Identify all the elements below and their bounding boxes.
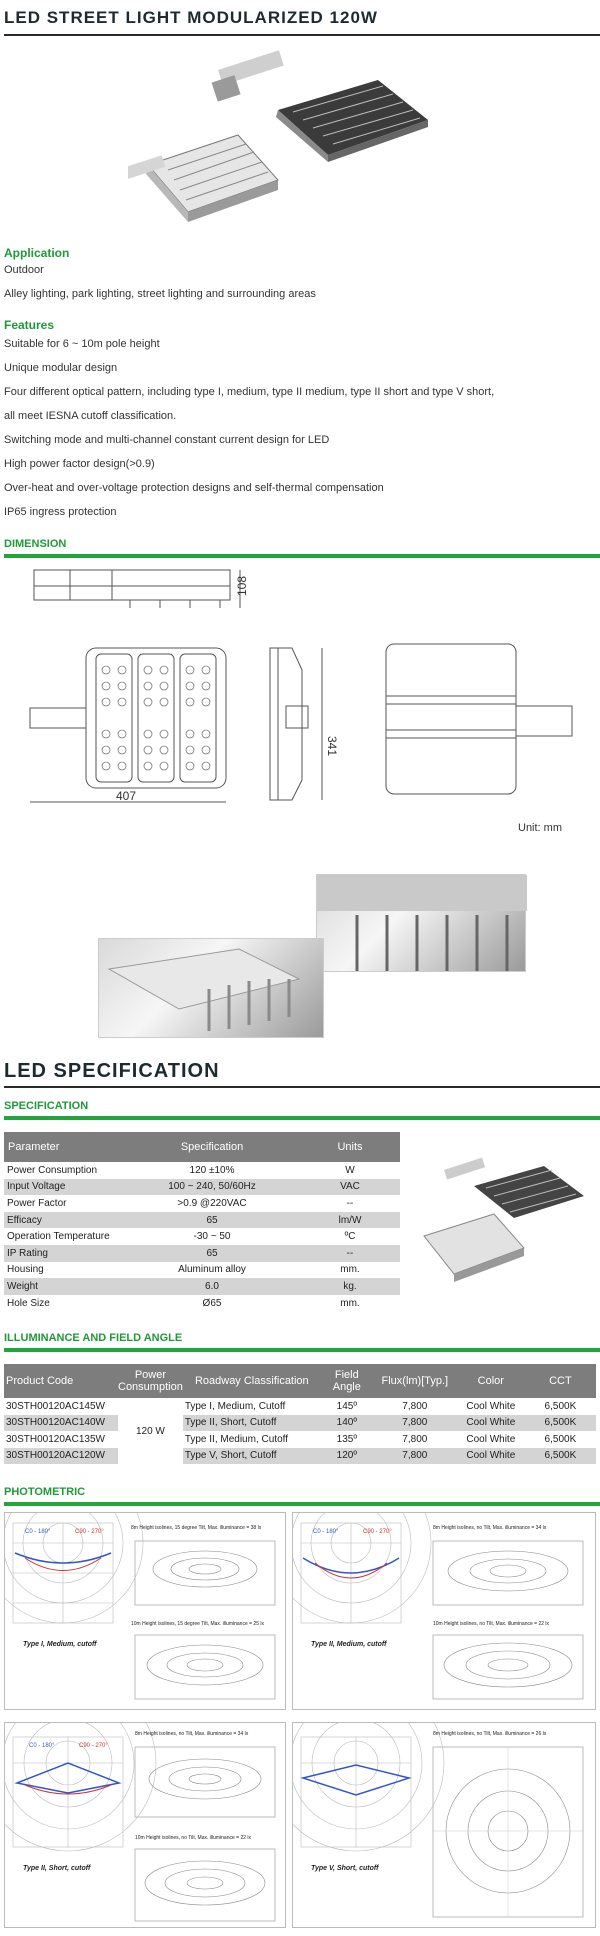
cell: 6,500K: [525, 1448, 596, 1465]
cell: 30STH00120AC135W: [6, 1433, 105, 1445]
cell: 7,800: [373, 1415, 457, 1432]
photometric-caption: Type II, Medium, cutoff: [311, 1641, 387, 1648]
cell: --: [346, 1197, 354, 1209]
photometric-heading: PHOTOMETRIC: [4, 1486, 86, 1498]
table-row: [4, 1278, 400, 1295]
cell: Aluminum alloy: [178, 1264, 246, 1276]
table-row: [4, 1162, 400, 1179]
svg-text:10m Height isolines, no Tilt,: 10m Height isolines, no Tilt, Max. illuminance = 22 lx: [433, 1621, 550, 1627]
dim-341-label: 341: [325, 736, 339, 757]
section-bar: [4, 1116, 600, 1120]
feature-line: Suitable for 6 ~ 10m pole height: [4, 338, 160, 350]
table-row: [4, 1295, 400, 1312]
svg-text:C0 - 180°: C0 - 180°: [29, 1743, 55, 1749]
feature-line: Unique modular design: [4, 362, 118, 374]
illuminance-table: [4, 1364, 596, 1464]
feature-line: Four different optical pattern, including type I, medium, type II medium, type II short and type V short,: [4, 386, 495, 398]
top-view-drawing: [26, 640, 236, 810]
cell: Cool White: [466, 1400, 516, 1412]
cell: Cool White: [457, 1415, 525, 1432]
cell: 6,500K: [544, 1433, 577, 1445]
section-bar: [4, 554, 600, 558]
application-line: Outdoor: [4, 264, 44, 276]
cell: Power Factor: [7, 1197, 67, 1209]
cell: 135º: [336, 1433, 357, 1445]
cell: W: [345, 1164, 355, 1176]
cell: kg.: [300, 1278, 400, 1295]
table-row: [4, 1448, 596, 1465]
application-heading: Application: [4, 246, 70, 260]
table-row: [4, 1431, 596, 1448]
cell: 6,500K: [525, 1415, 596, 1432]
dim-108-label: 108: [235, 575, 249, 596]
specification-table: [4, 1132, 400, 1311]
cell: Type V, Short, Cutoff: [183, 1448, 321, 1465]
cell: Type II, Medium, Cutoff: [184, 1433, 289, 1445]
table-row: [4, 1179, 400, 1196]
photometric-panel: [4, 1512, 286, 1710]
led-spec-divider: [4, 1086, 600, 1088]
table-row: [4, 1245, 400, 1262]
cell: Housing: [7, 1264, 44, 1276]
cell: 6.0: [124, 1278, 300, 1295]
cell: --: [300, 1245, 400, 1262]
column-header: CCT: [525, 1364, 596, 1398]
power-cell: 120 W: [118, 1398, 183, 1464]
table-header-row: [4, 1132, 400, 1162]
product-detail-photo-top: [316, 874, 526, 972]
cell: 30STH00120AC145W: [6, 1400, 105, 1412]
product-detail-photo-bottom: [98, 938, 324, 1038]
features-heading: Features: [4, 318, 55, 332]
illuminance-heading: ILLUMINANCE AND FIELD ANGLE: [4, 1332, 183, 1344]
cell: ºC: [344, 1231, 356, 1243]
table-row: [4, 1212, 400, 1229]
cell: mm.: [340, 1264, 360, 1276]
cell: 100 ~ 240, 50/60Hz: [124, 1179, 300, 1196]
dimension-heading: DIMENSION: [4, 538, 67, 550]
column-header: Color: [457, 1364, 525, 1398]
cell: Operation Temperature: [7, 1231, 110, 1243]
column-header: Roadway Classification: [183, 1364, 321, 1398]
column-header: Product Code: [4, 1364, 118, 1398]
cell: 65: [124, 1245, 300, 1262]
led-spec-title: LED SPECIFICATION: [4, 1060, 220, 1082]
svg-text:10m Height isolines, no Tilt,: 10m Height isolines, no Tilt, Max. illuminance = 22 lx: [135, 1835, 252, 1841]
table-header-row: [4, 1364, 596, 1398]
feature-line: Switching mode and multi-channel constant current design for LED: [4, 434, 330, 446]
cell: 30STH00120AC120W: [4, 1448, 118, 1465]
unit-label: Unit: mm: [518, 822, 562, 834]
cell: Input Voltage: [4, 1179, 124, 1196]
photometric-caption: Type I, Medium, cutoff: [23, 1641, 97, 1648]
photometric-panel: [4, 1722, 286, 1928]
feature-line: IP65 ingress protection: [4, 506, 117, 518]
feature-line: Over-heat and over-voltage protection designs and self-thermal compensation: [4, 482, 384, 494]
svg-text:C90 - 270°: C90 - 270°: [363, 1529, 392, 1535]
cell: >0.9 @220VAC: [177, 1197, 247, 1209]
title-divider: [4, 34, 600, 36]
cell: Ø65: [202, 1297, 222, 1309]
product-lower-unit: [128, 135, 278, 222]
application-line: Alley lighting, park lighting, street lighting and surrounding areas: [4, 288, 316, 300]
svg-text:8m Height isolines, 15 degree: 8m Height isolines, 15 degree Tilt, Max. illuminance = 38 lx: [131, 1525, 262, 1531]
cell: 120 ±10%: [189, 1164, 235, 1176]
cell: Type I, Medium, Cutoff: [184, 1400, 286, 1412]
feature-line: High power factor design(>0.9): [4, 458, 155, 470]
cell: 120º: [321, 1448, 373, 1465]
column-header: Specification: [124, 1132, 300, 1162]
cell: Power Consumption: [7, 1164, 98, 1176]
photometric-panel: [292, 1512, 596, 1710]
cell: 6,500K: [544, 1400, 577, 1412]
svg-text:8m Height isolines, no Tilt, M: 8m Height isolines, no Tilt, Max. illuminance = 34 lx: [433, 1525, 547, 1531]
cell: mm.: [340, 1297, 360, 1309]
photometric-caption: Type V, Short, cutoff: [311, 1865, 379, 1872]
svg-text:8m Height isolines, no Tilt, M: 8m Height isolines, no Tilt, Max. illuminance = 34 lx: [135, 1731, 249, 1737]
column-header: Flux(lm)[Typ.]: [373, 1364, 457, 1398]
column-header: Units: [300, 1132, 400, 1162]
product-hero-image: [128, 40, 448, 230]
photometric-chart: [293, 1723, 597, 1929]
column-header: Power Consumption: [118, 1364, 183, 1398]
cell: Efficacy: [4, 1212, 124, 1229]
table-row: [4, 1415, 596, 1432]
cell: IP Rating: [4, 1245, 124, 1262]
cell: Type II, Short, Cutoff: [183, 1415, 321, 1432]
cell: 145º: [336, 1400, 357, 1412]
photometric-chart: [5, 1723, 287, 1929]
cell: lm/W: [300, 1212, 400, 1229]
side-view-drawing: [30, 566, 270, 614]
page-title: LED STREET LIGHT MODULARIZED 120W: [4, 8, 378, 27]
cell: Cool White: [457, 1448, 525, 1465]
specification-heading: SPECIFICATION: [4, 1100, 89, 1112]
column-header: Parameter: [4, 1132, 124, 1162]
cell: VAC: [300, 1179, 400, 1196]
table-row: [4, 1228, 400, 1245]
table-row: [4, 1398, 596, 1415]
cell: 7,800: [373, 1448, 457, 1465]
feature-line: all meet IESNA cutoff classification.: [4, 410, 177, 422]
svg-text:10m Height isolines, 15 degree: 10m Height isolines, 15 degree Tilt, Max. illuminance = 25 lx: [131, 1621, 264, 1627]
cell: 140º: [321, 1415, 373, 1432]
photometric-chart: [5, 1513, 287, 1711]
photometric-caption: Type II, Short, cutoff: [23, 1865, 91, 1872]
svg-text:C90 - 270°: C90 - 270°: [75, 1529, 104, 1535]
photometric-chart: [293, 1513, 597, 1711]
table-row: [4, 1262, 400, 1279]
cell: Weight: [4, 1278, 124, 1295]
cell: 30STH00120AC140W: [4, 1415, 118, 1432]
svg-text:C0 - 180°: C0 - 180°: [313, 1529, 339, 1535]
photometric-panel: [292, 1722, 596, 1928]
cell: 65: [124, 1212, 300, 1229]
cell: 7,800: [402, 1433, 428, 1445]
svg-text:8m Height isolines, no Tilt, M: 8m Height isolines, no Tilt, Max. illuminance = 26 lx: [433, 1731, 547, 1737]
table-row: [4, 1195, 400, 1212]
dim-407-label: 407: [116, 789, 137, 803]
column-header: Field Angle: [321, 1364, 373, 1398]
cell: Hole Size: [7, 1297, 50, 1309]
section-bar: [4, 1502, 600, 1506]
cell: 7,800: [402, 1400, 428, 1412]
section-bar: [4, 1348, 600, 1352]
svg-text:C0 - 180°: C0 - 180°: [25, 1529, 51, 1535]
front-view-drawing: [262, 640, 342, 810]
spec-product-image: [414, 1156, 594, 1286]
svg-text:C90 - 270°: C90 - 270°: [79, 1743, 108, 1749]
bottom-view-drawing: [382, 640, 578, 800]
cell: -30 ~ 50: [193, 1231, 231, 1243]
cell: Cool White: [466, 1433, 516, 1445]
